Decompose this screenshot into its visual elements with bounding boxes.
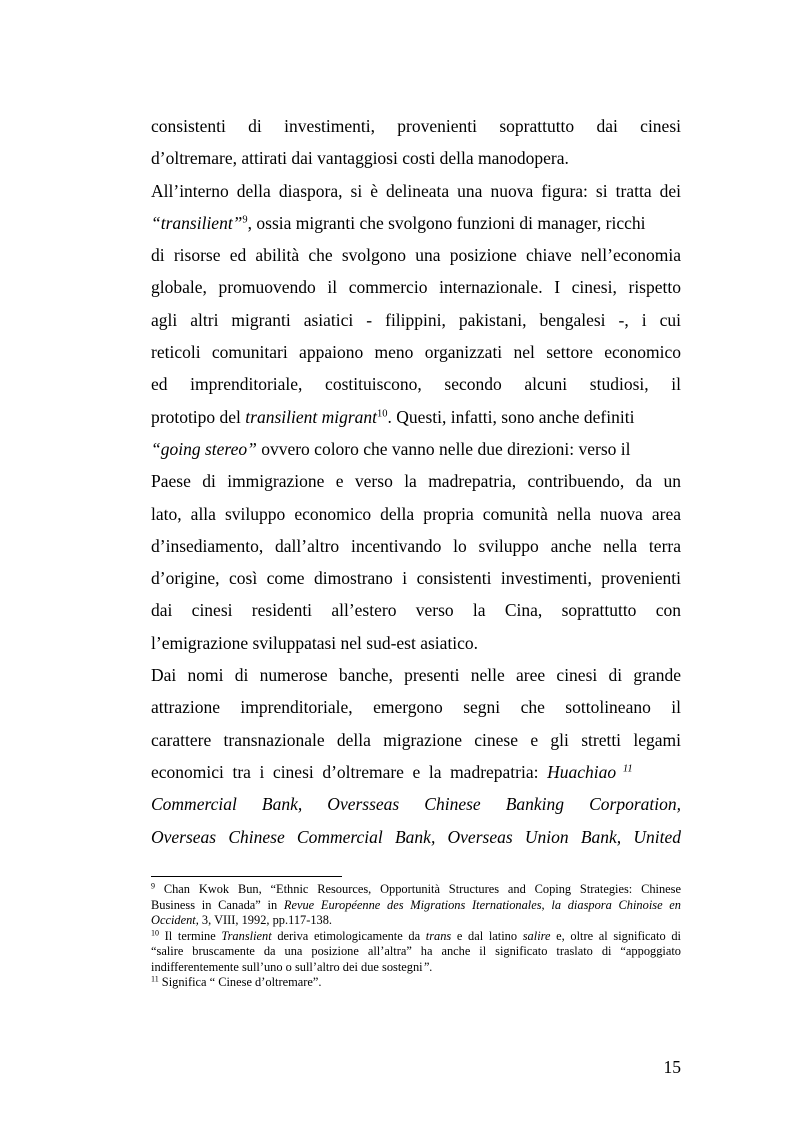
footnote-italic: Occident, (151, 913, 199, 927)
text-line (151, 401, 681, 433)
text-line: d’oltremare, attirati dai vantaggiosi costi della manodopera. (151, 148, 569, 169)
footnote-9-cont (151, 898, 681, 914)
page-number: 15 (663, 1057, 681, 1077)
main-text (151, 110, 681, 853)
footnote-italic: trans (425, 928, 452, 943)
footnote-11 (151, 975, 681, 991)
footnote-italic: Revue Européenne des Migrations Iternationales, la diaspora Chinoise en (283, 897, 681, 912)
footnote-9 (151, 882, 681, 898)
footnote-separator (151, 876, 342, 877)
footnote-ref-10[interactable]: 10 (377, 408, 388, 420)
text-line: consistenti di investimenti, provenienti soprattutto dai cinesi (151, 116, 681, 136)
footnote-number: 9 (151, 881, 155, 891)
footnote-italic: salire (522, 928, 551, 943)
text-line: attrazione imprenditoriale, emergono segni che sottolineano il (151, 697, 681, 718)
italic-line: Overseas Chinese Commercial Bank, Overseas Union Bank, United (151, 826, 681, 847)
footnote-10 (151, 929, 681, 945)
footnote-10-cont (151, 960, 681, 976)
text-line (151, 821, 681, 853)
text-span: , ossia migranti che svolgono funzioni di manager, ricchi (247, 212, 646, 233)
text-span: . Questi, infatti, sono anche definiti (387, 406, 635, 427)
footnote-text: Il termine (159, 928, 222, 943)
footnote-number: 11 (151, 974, 159, 984)
text-line (151, 756, 681, 788)
text-line: di risorse ed abilità che svolgono una posizione chiave nell’economia (151, 245, 681, 266)
text-line: reticoli comunitari appaiono meno organizzati nel settore economico (151, 342, 681, 363)
footnotes (151, 882, 681, 991)
italic-term: transilient migrant (245, 406, 378, 427)
footnote-text: 3, VIII, 1992, pp.117-138. (198, 913, 333, 927)
text-line: d’origine, così come dimostrano i consistenti investimenti, provenienti (151, 568, 681, 589)
italic-term: Huachiao (547, 761, 617, 782)
footnote-ref-11-label: 11 (616, 763, 633, 775)
text-line: d’insediamento, dall’altro incentivando lo sviluppo anche nella terra (151, 535, 681, 556)
footnote-text: deriva etimologicamente da (271, 928, 426, 943)
footnote-italic: Translient (221, 928, 272, 943)
text-line: Dai nomi di numerose banche, presenti nelle aree cinesi di grande (151, 665, 681, 686)
text-span: ovvero coloro che vanno nelle due direzioni: verso il (256, 438, 631, 459)
footnote-9-cont (151, 913, 681, 929)
footnote-text: e, oltre al significato di (550, 928, 681, 943)
footnote-10-cont: “salire bruscamente da una posizione all’altra” ha anche il significato traslato di “appoggiato (151, 944, 681, 958)
italic-term: “transilient” (151, 212, 243, 233)
text-line: dai cinesi residenti all’estero verso la Cina, soprattutto con (151, 600, 681, 621)
footnote-text: Significa “ Cinese d’oltremare”. (158, 975, 322, 989)
italic-line: Commercial Bank, Oversseas Chinese Banking Corporation, (151, 794, 681, 815)
text-line: All’interno della diaspora, si è delineata una nuova figura: si tratta dei (151, 180, 681, 201)
text-line (151, 788, 681, 820)
text-line: Paese di immigrazione e verso la madrepatria, contribuendo, da un (151, 471, 681, 492)
text-line: l’emigrazione sviluppatasi nel sud-est asiatico. (151, 632, 479, 653)
text-line (151, 207, 681, 239)
footnote-text: Business in Canada” in (151, 897, 284, 912)
text-span: economici tra i cinesi d’oltremare e la madrepatria: (151, 761, 548, 782)
text-line: globale, promuovendo il commercio internazionale. I cinesi, rispetto (151, 277, 681, 298)
footnote-ref-11[interactable] (616, 763, 633, 774)
italic-term: “going stereo” (151, 438, 257, 459)
text-line: carattere transnazionale della migrazione cinese e gli stretti legami (151, 729, 681, 750)
text-line: lato, alla sviluppo economico della propria comunità nella nuova area (151, 503, 681, 524)
footnote-text: indifferentemente sull’uno o sull’altro dei due sostegni (151, 959, 423, 974)
footnote-ref-9[interactable]: 9 (242, 214, 248, 226)
footnote-text: e dal latino (451, 928, 523, 943)
text-line: agli altri migranti asiatici - filippini, pakistani, bengalesi -, i cui (151, 309, 681, 330)
footnote-number: 10 (151, 928, 159, 938)
footnote-italic: ”. (422, 959, 433, 974)
text-line (151, 433, 681, 465)
text-line: ed imprenditoriale, costituiscono, secondo alcuni studiosi, il (151, 374, 681, 395)
footnote-text: Chan Kwok Bun, “Ethnic Resources, Opportunità Structures and Coping Strategies: Chinese (155, 882, 681, 896)
text-span: prototipo del (151, 406, 246, 427)
